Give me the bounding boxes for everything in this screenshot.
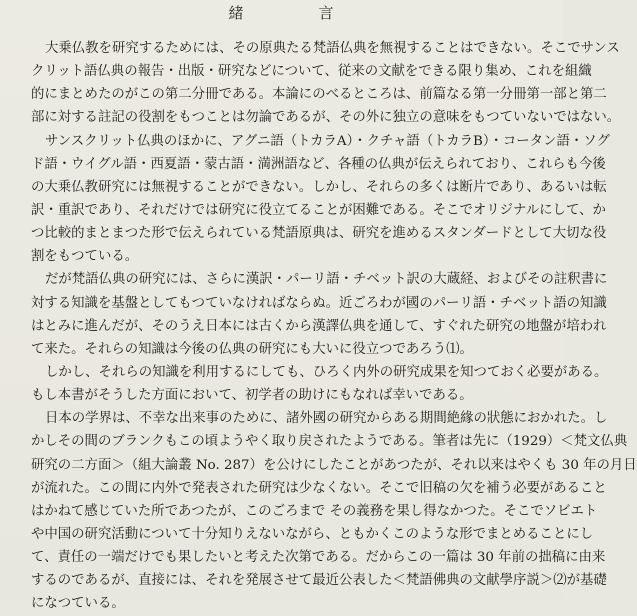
text-line: はとみに進んだが、そのうえ日本には古くから漢譯仏典を通して、すぐれた研究の地盤が培われ (31, 318, 607, 334)
text-line: 割をもつている。 (31, 249, 139, 265)
text-line: もし本書がそうした方面において、初学者の助けにもなれば幸いである。 (31, 388, 473, 404)
text-line: クリット語仏典の報告・出版・研究などについて、従来の文献をできる限り集め、これを組織 (31, 64, 592, 80)
text-line: だが梵語仏典の研究には、さらに漢訳・パーリ語・チベット訳の大蔵経、およびその註釈書に (45, 272, 608, 288)
page-title: 緒 言 (228, 4, 364, 22)
paragraph (31, 268, 608, 361)
text-line: て、責任の一端だけでも果したいと考えた次第である。だからこの一篇は 30 年前の拙稿に由来 (31, 550, 606, 566)
text-line: サンスクリット仏典のほかに、アグニ語（トカラA）・クチャ語（トカラB）・コータン語・ソグ (45, 133, 610, 149)
text-line: 部に対する註記の役割をもつことは勿論であるが、その外に独立の意味をもつていないではない。 (31, 110, 621, 126)
paragraph (31, 361, 608, 407)
text-line: て来た。それらの知識は今後の仏典の研究にも大いに役立つであろう⑴。 (31, 341, 473, 357)
text-line: つ比較的まとまつた形で伝えられている梵語原典は、研究を進めるスタンダードとして大切な役 (31, 226, 607, 242)
text-line: 日本の学界は、不幸な出来事のために、諸外國の研究からある期間絶緣の狀態におかれた。し (45, 411, 608, 427)
document-body (31, 37, 637, 616)
text-line: かしその間のブランクもこの頃ようやく取り戻されたようである。筆者は先に（1929）＜梵文仏典 (31, 434, 628, 450)
text-line: の大乗仏教研究には無視することができない。しかし、それらの多くは断片であり、あるいは転 (31, 179, 607, 195)
text-line: はかねて感じていた所であつたが、このごろまで その義務を果し得なかつた。そこでソビエト (31, 503, 598, 519)
text-line: になつている。 (31, 596, 125, 612)
paragraph (31, 130, 610, 269)
text-line: 研究の二方面＞（組大論叢 No. 287）を公けにしたことがあつたが、それ以来はやくも 30 年の月日 (31, 457, 637, 473)
text-line: や中国の研究活動について十分知りえないながら、ともかくこのような形でまとめることにし (31, 526, 594, 542)
text-line: ド語・ウイグル語・西夏語・蒙古語・満洲語など、各種の仏典が伝えられており、これらも今後 (31, 156, 606, 172)
text-line: しかし、それらの知識を利用するにしても、ひろく内外の研究成果を知つておく必要がある。 (45, 364, 608, 380)
text-line: するのであるが、直接には、それを発展させて最近公表した＜梵語佛典の文献學序説＞⑵が基礎 (31, 573, 607, 589)
text-line: 訳・重訳であり、それだけでは研究に役立てることが困難である。そこでオリジナルにして、か (31, 202, 606, 218)
text-line: 的にまとめたのがこの第二分冊である。本論にのべるところは、前篇なる第一分冊第一部と第二 (31, 87, 607, 103)
paragraph (31, 37, 621, 130)
paragraph (31, 407, 637, 615)
text-line: 対する知識を基盤としてもつていなければならぬ。近ごろわが國のパーリ語・チベット語の知識 (31, 295, 607, 311)
text-line: が流れた。この間に内外で発表された研究は少なくない。そこで旧稿の欠を補う必要があること (31, 480, 607, 496)
text-line: 大乗仏教を研究するためには、その原典たる梵語仏典を無視することはできない。そこでサンス (45, 41, 620, 56)
